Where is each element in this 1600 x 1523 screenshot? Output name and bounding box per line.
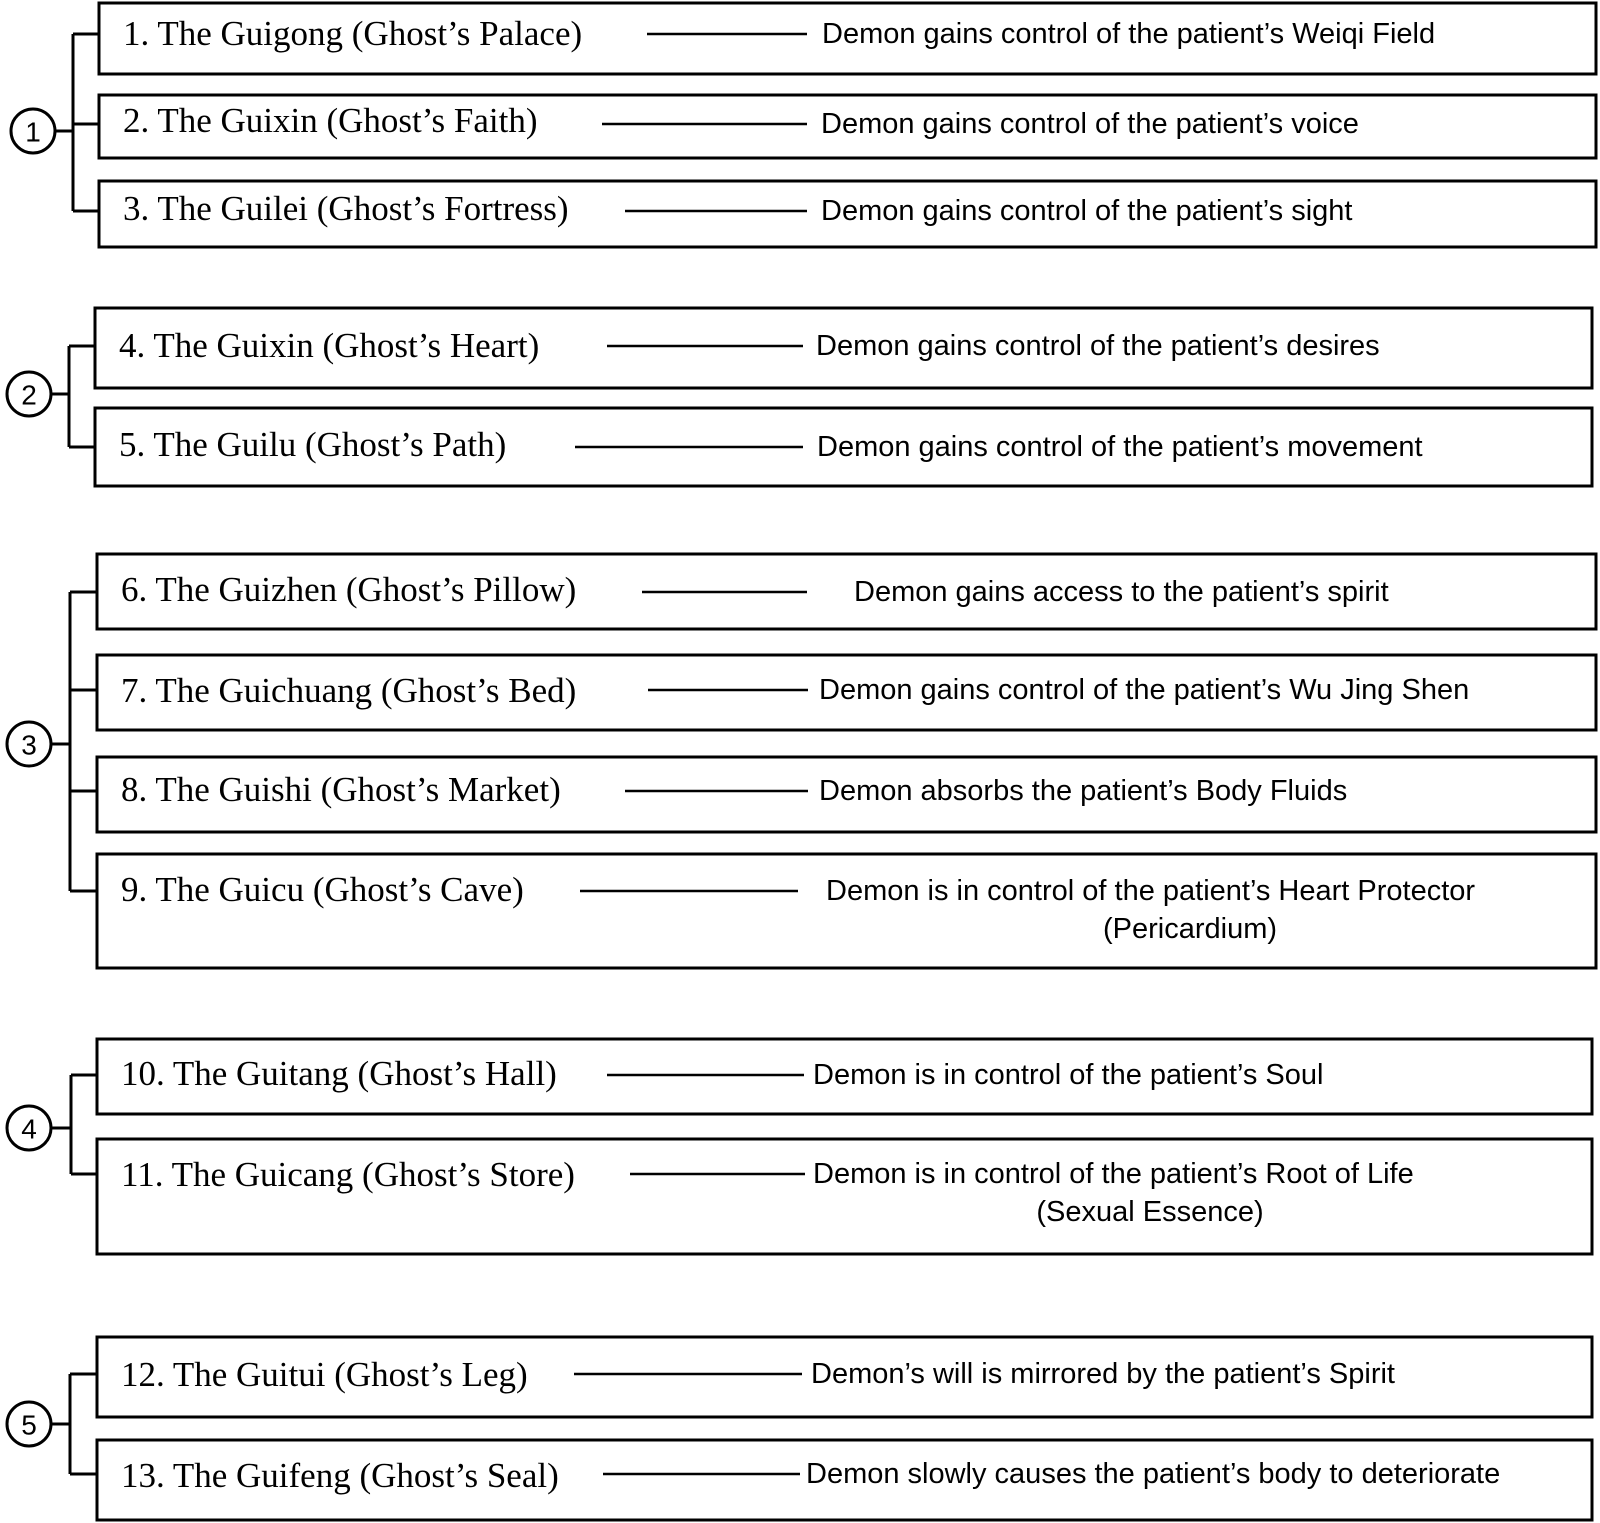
effect-text: Demon is in control of the patient’s Root of Life [813,1158,1414,1190]
effect-text-continuation: (Sexual Essence) [1036,1196,1264,1228]
effect-text: Demon gains control of the patient’s desires [816,330,1380,362]
item-label: 2. The Guixin (Ghost’s Faith) [123,101,538,140]
item-label: 3. The Guilei (Ghost’s Fortress) [123,189,569,228]
effect-text: Demon’s will is mirrored by the patient’s Spirit [811,1358,1395,1390]
group-number: 3 [21,729,37,761]
item-label: 12. The Guitui (Ghost’s Leg) [121,1355,528,1394]
item-label: 4. The Guixin (Ghost’s Heart) [119,326,540,365]
effect-text: Demon gains control of the patient’s voice [821,108,1359,140]
item-label: 10. The Guitang (Ghost’s Hall) [121,1054,557,1093]
item-label: 1. The Guigong (Ghost’s Palace) [123,14,583,53]
effect-text-continuation: (Pericardium) [1102,913,1278,945]
effect-text: Demon is in control of the patient’s Heart Protector [826,875,1476,907]
group-number: 1 [25,116,41,148]
effect-text: Demon absorbs the patient’s Body Fluids [819,775,1348,807]
group-number: 5 [21,1409,37,1441]
item-label: 6. The Guizhen (Ghost’s Pillow) [121,570,577,609]
item-label: 8. The Guishi (Ghost’s Market) [121,770,561,809]
group-number: 4 [21,1113,37,1145]
group-number: 2 [21,379,37,411]
effect-text: Demon gains control of the patient’s movement [817,431,1423,463]
effect-text: Demon gains access to the patient’s spirit [854,576,1389,608]
effect-text: Demon slowly causes the patient’s body to deteriorate [806,1458,1501,1490]
item-label: 9. The Guicu (Ghost’s Cave) [121,870,524,909]
item-label: 5. The Guilu (Ghost’s Path) [119,425,507,464]
effect-text: Demon gains control of the patient’s sight [821,195,1353,227]
effect-text: Demon gains control of the patient’s Weiqi Field [822,18,1436,50]
effect-text: Demon is in control of the patient’s Soul [813,1059,1324,1091]
item-label: 7. The Guichuang (Ghost’s Bed) [121,671,577,710]
effect-text: Demon gains control of the patient’s Wu Jing Shen [819,674,1470,706]
item-label: 11. The Guicang (Ghost’s Store) [121,1155,575,1194]
item-label: 13. The Guifeng (Ghost’s Seal) [121,1456,559,1495]
